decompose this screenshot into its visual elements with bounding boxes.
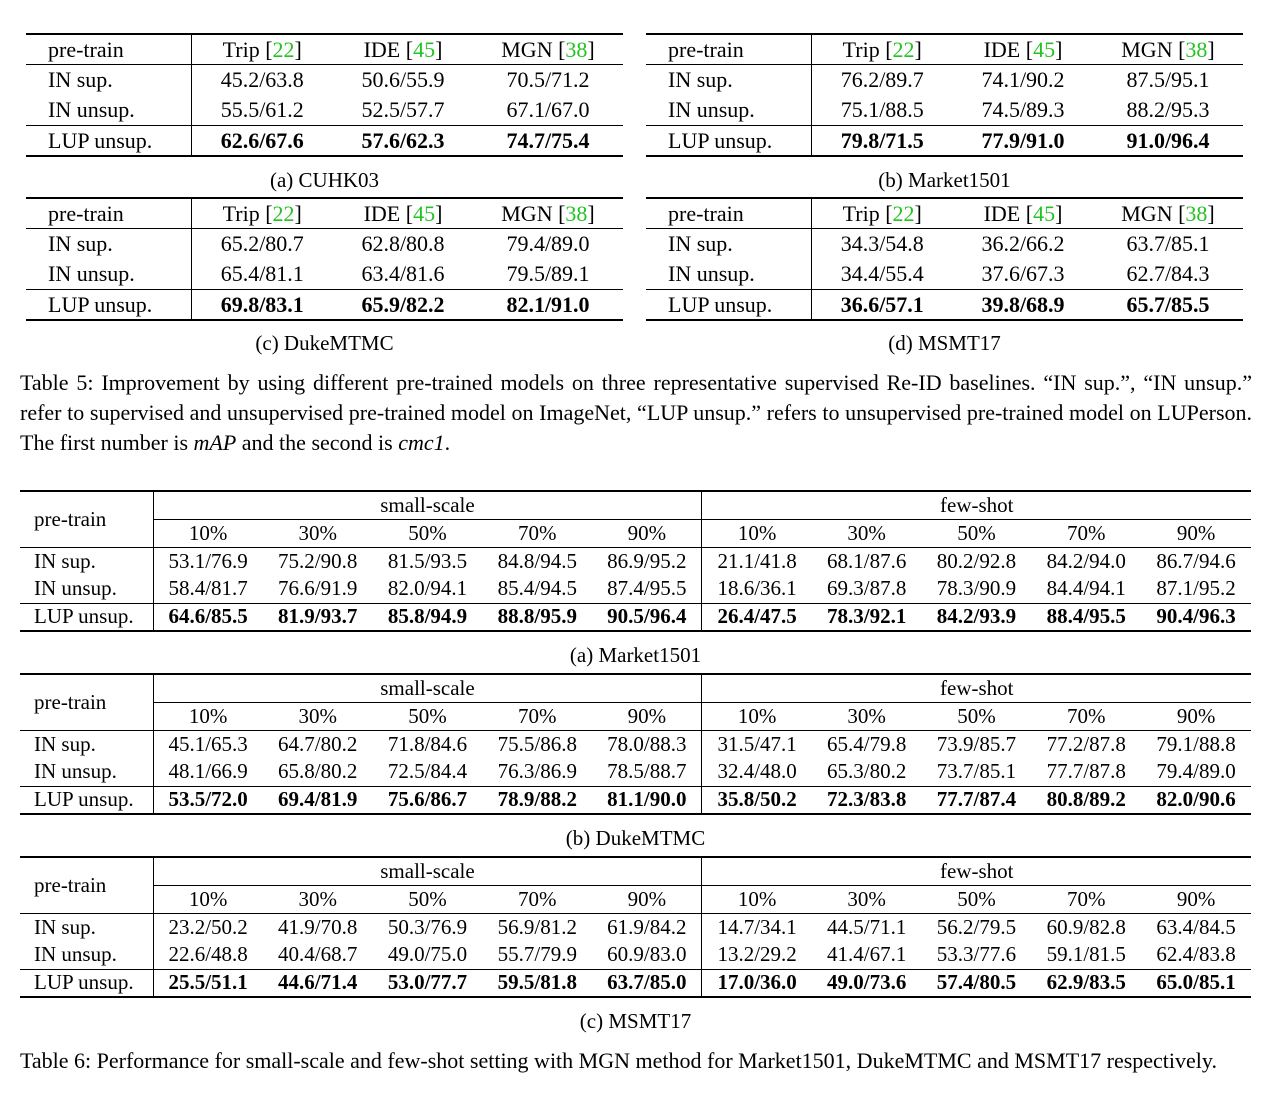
table-cell: 32.4/48.0 [717,759,797,784]
table-cell: 68.1/87.6 [827,548,907,573]
table-cell: 73.7/85.1 [936,759,1017,784]
table-cell: 44.6/71.4 [263,969,373,997]
table-cell: 35.8/50.2 [702,786,812,814]
table-row [20,603,1251,631]
table-cell: 65.9/82.2 [333,290,473,321]
table-cell: 78.9/88.2 [482,786,592,814]
table-row [26,229,623,260]
table-cell: 69.4/81.9 [263,786,373,814]
row-label: IN sup. [20,730,153,758]
table-cell: 53.1/76.9 [168,548,248,573]
table5-subtable [646,197,1243,321]
header-trip-label: Trip [222,200,260,226]
table5-header-row [646,34,1243,65]
header-ide: IDE [45] [333,34,473,65]
table-row [20,547,1251,575]
table-cell: 52.5/57.7 [361,97,445,123]
table6-header-row [20,857,1251,885]
table-row [26,95,623,126]
table5-header-row [646,198,1243,229]
row-label: IN unsup. [20,758,153,786]
header-mgn: MGN [38] [473,34,623,65]
table-cell: 44.5/71.1 [827,914,907,939]
header-trip-label: Trip [842,36,880,62]
row-label: LUP unsup. [20,786,153,814]
header-pct: 50% [373,885,483,913]
header-pct: 70% [482,519,592,547]
table-cell: 59.1/81.5 [1046,942,1126,967]
table-cell: 90.5/96.4 [592,603,702,631]
table-cell: 75.1/88.5 [840,97,924,123]
row-label: IN sup. [646,229,811,260]
table-row [646,95,1243,126]
header-pct: 10% [153,885,263,913]
table5-subtable [26,197,623,321]
table-cell: 65.7/85.5 [1093,290,1243,321]
table-cell: 65.8/80.2 [278,759,358,784]
table5-caption [20,368,1252,458]
table-cell: 79.5/89.1 [506,261,590,287]
table5-header-row [26,34,623,65]
header-trip: Trip [22] [191,34,333,65]
table-cell: 78.0/88.3 [592,730,702,758]
table-cell: 17.0/36.0 [702,969,812,997]
table-cell: 56.2/79.5 [936,914,1017,939]
header-pct: 70% [482,885,592,913]
citation-link[interactable]: 22 [272,36,295,62]
header-pretrain: pre-train [26,34,191,65]
header-mgn-label: MGN [1121,200,1173,226]
table-cell: 49.0/73.6 [812,969,922,997]
table-row [20,575,1251,603]
table5-header-row [26,198,623,229]
citation-link[interactable]: 45 [1033,200,1056,226]
header-pct: 90% [592,519,702,547]
table-cell: 82.0/94.1 [387,576,468,601]
table-cell: 87.1/95.2 [1156,576,1236,601]
header-few-shot: few-shot [702,857,1251,885]
table-cell: 63.7/85.1 [1126,231,1210,257]
table-cell: 13.2/29.2 [717,942,797,967]
table-cell: 78.5/88.7 [592,758,702,786]
table-cell: 76.6/91.9 [278,576,358,601]
table-row [20,786,1251,814]
header-pct: 30% [263,885,373,913]
table-row [20,969,1251,997]
table-cell: 79.4/89.0 [1156,759,1236,784]
row-label: IN unsup. [20,941,153,969]
header-pct: 10% [702,702,812,730]
table-cell: 69.8/83.1 [191,290,333,321]
citation-link[interactable]: 45 [1033,36,1056,62]
table-cell: 14.7/34.1 [717,914,797,939]
header-pretrain: pre-train [20,857,153,913]
table-cell: 62.8/80.8 [361,231,445,257]
table5-caption-text-2: and the second is [236,430,399,455]
table-cell: 74.1/90.2 [981,67,1065,93]
table-cell: 86.9/95.2 [592,547,702,575]
table-cell: 50.3/76.9 [387,914,468,939]
table-cell: 84.4/94.1 [1046,576,1126,601]
header-pct: 10% [153,702,263,730]
table-row [20,758,1251,786]
header-pct: 70% [1031,702,1141,730]
subtable-caption: (d) MSMT17 [888,331,1001,355]
table-cell: 34.4/55.4 [840,261,924,287]
table-cell: 81.1/90.0 [592,786,702,814]
row-label: IN unsup. [646,95,811,126]
table6-subtable [20,856,1251,998]
table-cell: 41.4/67.1 [827,942,907,967]
table-cell: 67.1/67.0 [506,97,590,123]
table-row [646,290,1243,321]
table-cell: 72.5/84.4 [387,759,468,784]
subtable-caption: (a) CUHK03 [269,168,380,192]
subtable-caption: (b) DukeMTMC [565,826,706,850]
row-label: IN sup. [26,229,191,260]
table-cell: 77.9/91.0 [953,126,1093,157]
table-row [646,259,1243,290]
table-cell: 84.2/93.9 [922,603,1032,631]
table5-subtable [26,33,623,157]
header-pct: 50% [373,519,483,547]
table-cell: 53.0/77.7 [373,969,483,997]
header-mgn-label: MGN [501,200,553,226]
header-pct: 90% [592,702,702,730]
table-cell: 71.8/84.6 [387,731,468,756]
table-cell: 41.9/70.8 [278,914,358,939]
table-row [26,126,623,157]
header-pct: 50% [922,519,1032,547]
table-cell: 75.2/90.8 [278,548,358,573]
table-cell: 77.7/87.8 [1046,759,1126,784]
table5-subtable [646,33,1243,157]
table5-caption-map: mAP [193,430,237,455]
table-cell: 80.8/89.2 [1031,786,1141,814]
table-cell: 91.0/96.4 [1093,126,1243,157]
table-cell: 69.3/87.8 [827,576,907,601]
table-cell: 80.2/92.8 [936,548,1017,573]
header-pretrain: pre-train [20,491,153,547]
table-cell: 77.7/87.4 [922,786,1032,814]
header-small-scale: small-scale [153,491,702,519]
table-cell: 61.9/84.2 [592,913,702,941]
subtable-caption: (a) Market1501 [569,643,702,667]
header-pct: 30% [812,702,922,730]
subtable-caption: (c) DukeMTMC [255,331,394,355]
table-cell: 74.7/75.4 [473,126,623,157]
header-ide-label: IDE [363,36,401,62]
table-cell: 49.0/75.0 [387,942,468,967]
table-cell: 53.3/77.6 [936,942,1017,967]
table-cell: 62.6/67.6 [191,126,333,157]
table6-subtable [20,490,1251,632]
header-small-scale: small-scale [153,857,702,885]
table-cell: 59.5/81.8 [482,969,592,997]
row-label: LUP unsup. [646,126,811,157]
table-cell: 65.0/85.1 [1141,969,1251,997]
table-cell: 84.2/94.0 [1046,548,1126,573]
table6-header-row [20,491,1251,519]
header-pretrain: pre-train [646,198,811,229]
table-cell: 23.2/50.2 [168,914,248,939]
row-label: IN sup. [26,65,191,96]
table-cell: 79.1/88.8 [1156,731,1236,756]
citation-link[interactable]: 45 [413,36,436,62]
table-cell: 45.2/63.8 [220,67,304,93]
header-pct: 90% [592,885,702,913]
table-cell: 64.7/80.2 [278,731,358,756]
table-cell: 79.4/89.0 [506,231,590,257]
header-trip-label: Trip [222,36,260,62]
table-cell: 88.4/95.5 [1031,603,1141,631]
table-row [20,730,1251,758]
header-pretrain: pre-train [20,674,153,730]
table-cell: 48.1/66.9 [168,759,248,784]
table-cell: 58.4/81.7 [168,576,248,601]
table-cell: 25.5/51.1 [153,969,263,997]
table-cell: 40.4/68.7 [278,942,358,967]
table-cell: 88.2/95.3 [1126,97,1210,123]
table-cell: 74.5/89.3 [981,97,1065,123]
table-cell: 50.6/55.9 [361,67,445,93]
table-cell: 56.9/81.2 [497,914,577,939]
row-label: IN unsup. [26,259,191,290]
table-cell: 87.5/95.1 [1126,67,1210,93]
citation-link[interactable]: 22 [892,36,915,62]
row-label: IN sup. [20,547,153,575]
table-cell: 90.4/96.3 [1141,603,1251,631]
citation-link[interactable]: 38 [1185,200,1208,226]
header-ide: IDE [45] [333,198,473,229]
table-cell: 63.4/81.6 [361,261,445,287]
row-label: IN unsup. [26,95,191,126]
table5-caption-cmc1: cmc1 [398,430,445,455]
table-cell: 64.6/85.5 [153,603,263,631]
header-pct: 90% [1141,885,1251,913]
table-cell: 57.4/80.5 [922,969,1032,997]
table-cell: 78.3/92.1 [812,603,922,631]
row-label: IN sup. [20,913,153,941]
table-cell: 79.8/71.5 [811,126,953,157]
table-cell: 65.4/79.8 [827,731,907,756]
header-pct: 90% [1141,702,1251,730]
header-trip-label: Trip [842,200,880,226]
header-mgn: MGN [38] [1093,34,1243,65]
header-trip: Trip [22] [811,198,953,229]
table-cell: 78.3/90.9 [936,576,1017,601]
header-pct: 10% [702,519,812,547]
row-label: IN sup. [646,65,811,96]
header-ide: IDE [45] [953,198,1093,229]
table5-caption-text-3: . [444,430,451,455]
table-cell: 85.8/94.9 [373,603,483,631]
table-cell: 55.7/79.9 [497,942,577,967]
table6-caption: Table 6: Performance for small-scale and few-shot setting with MGN method for Market1501, DukeMTMC and MSMT17 respectively. [20,1048,1217,1073]
table-cell: 76.2/89.7 [840,67,924,93]
row-label: LUP unsup. [26,290,191,321]
row-label: IN unsup. [20,575,153,603]
table-cell: 31.5/47.1 [717,731,797,756]
table-row [646,229,1243,260]
subtable-caption: (b) Market1501 [878,168,1011,192]
table-cell: 65.3/80.2 [827,759,907,784]
table6-pct-row [20,702,1251,730]
table-cell: 65.2/80.7 [220,231,304,257]
header-trip: Trip [22] [811,34,953,65]
table-cell: 63.7/85.0 [592,969,702,997]
table-cell: 36.6/57.1 [811,290,953,321]
table-cell: 21.1/41.8 [717,548,797,573]
table-cell: 75.6/86.7 [373,786,483,814]
header-ide-label: IDE [983,36,1021,62]
table-cell: 57.6/62.3 [333,126,473,157]
table-row [20,913,1251,941]
header-few-shot: few-shot [702,674,1251,702]
table-cell: 72.3/83.8 [812,786,922,814]
table6-subtable [20,673,1251,815]
header-pretrain: pre-train [646,34,811,65]
header-mgn: MGN [38] [473,198,623,229]
subtable-caption: (c) MSMT17 [579,1009,692,1033]
table5-caption-text-1: Table 5: Improvement by using different pre-trained models on three representative supervised Re-ID baselines. “IN sup.”, “IN unsup.” refer to supervised and unsupervised pre-trained model on ImageNet, “LUP unsup.” refers to unsupervised pre-trained model on LUPerson. The first number is [20,370,1252,455]
header-pct: 50% [922,885,1032,913]
citation-link[interactable]: 38 [565,200,588,226]
table-cell: 76.3/86.9 [497,759,577,784]
table-cell: 85.4/94.5 [497,576,577,601]
table-cell: 81.9/93.7 [263,603,373,631]
citation-link[interactable]: 38 [1185,36,1208,62]
header-pct: 50% [922,702,1032,730]
header-pct: 30% [263,702,373,730]
header-pct: 30% [812,519,922,547]
row-label: LUP unsup. [26,126,191,157]
table-cell: 86.7/94.6 [1156,548,1236,573]
header-pct: 70% [1031,519,1141,547]
table-cell: 62.7/84.3 [1126,261,1210,287]
table-cell: 75.5/86.8 [497,731,577,756]
header-ide: IDE [45] [953,34,1093,65]
citation-link[interactable]: 22 [272,200,295,226]
header-pct: 30% [263,519,373,547]
header-small-scale: small-scale [153,674,702,702]
table-row [20,941,1251,969]
header-ide-label: IDE [983,200,1021,226]
table6-pct-row [20,519,1251,547]
header-mgn-label: MGN [1121,36,1173,62]
citation-link[interactable]: 22 [892,200,915,226]
citation-link[interactable]: 38 [565,36,588,62]
table-cell: 22.6/48.8 [168,942,248,967]
row-label: IN unsup. [646,259,811,290]
table-cell: 73.9/85.7 [936,731,1017,756]
table-cell: 34.3/54.8 [840,231,924,257]
row-label: LUP unsup. [646,290,811,321]
header-trip: Trip [22] [191,198,333,229]
table-cell: 26.4/47.5 [702,603,812,631]
table-cell: 53.5/72.0 [153,786,263,814]
table-row [646,126,1243,157]
table-cell: 39.8/68.9 [953,290,1093,321]
header-pct: 30% [812,885,922,913]
table-cell: 60.9/83.0 [592,941,702,969]
table-row [646,65,1243,96]
table-cell: 60.9/82.8 [1046,914,1126,939]
table-cell: 82.0/90.6 [1141,786,1251,814]
table-row [26,65,623,96]
header-mgn-label: MGN [501,36,553,62]
table-cell: 77.2/87.8 [1046,731,1126,756]
table-row [26,290,623,321]
table-cell: 70.5/71.2 [506,67,590,93]
table-cell: 45.1/65.3 [168,731,248,756]
table-cell: 88.8/95.9 [482,603,592,631]
table-cell: 87.4/95.5 [592,575,702,603]
table6-pct-row [20,885,1251,913]
table6-header-row [20,674,1251,702]
row-label: LUP unsup. [20,969,153,997]
citation-link[interactable]: 45 [413,200,436,226]
table-row [26,259,623,290]
header-few-shot: few-shot [702,491,1251,519]
header-pretrain: pre-train [26,198,191,229]
table-cell: 37.6/67.3 [981,261,1065,287]
header-pct: 10% [153,519,263,547]
table-cell: 84.8/94.5 [497,548,577,573]
header-ide-label: IDE [363,200,401,226]
header-pct: 10% [702,885,812,913]
header-mgn: MGN [38] [1093,198,1243,229]
table-cell: 63.4/84.5 [1156,914,1236,939]
header-pct: 50% [373,702,483,730]
table-cell: 62.9/83.5 [1031,969,1141,997]
table-cell: 62.4/83.8 [1156,942,1236,967]
header-pct: 90% [1141,519,1251,547]
table-cell: 65.4/81.1 [220,261,304,287]
table-cell: 18.6/36.1 [717,576,797,601]
table-cell: 81.5/93.5 [387,548,468,573]
table-cell: 82.1/91.0 [473,290,623,321]
row-label: LUP unsup. [20,603,153,631]
header-pct: 70% [1031,885,1141,913]
table-cell: 55.5/61.2 [220,97,304,123]
header-pct: 70% [482,702,592,730]
table-cell: 36.2/66.2 [981,231,1065,257]
